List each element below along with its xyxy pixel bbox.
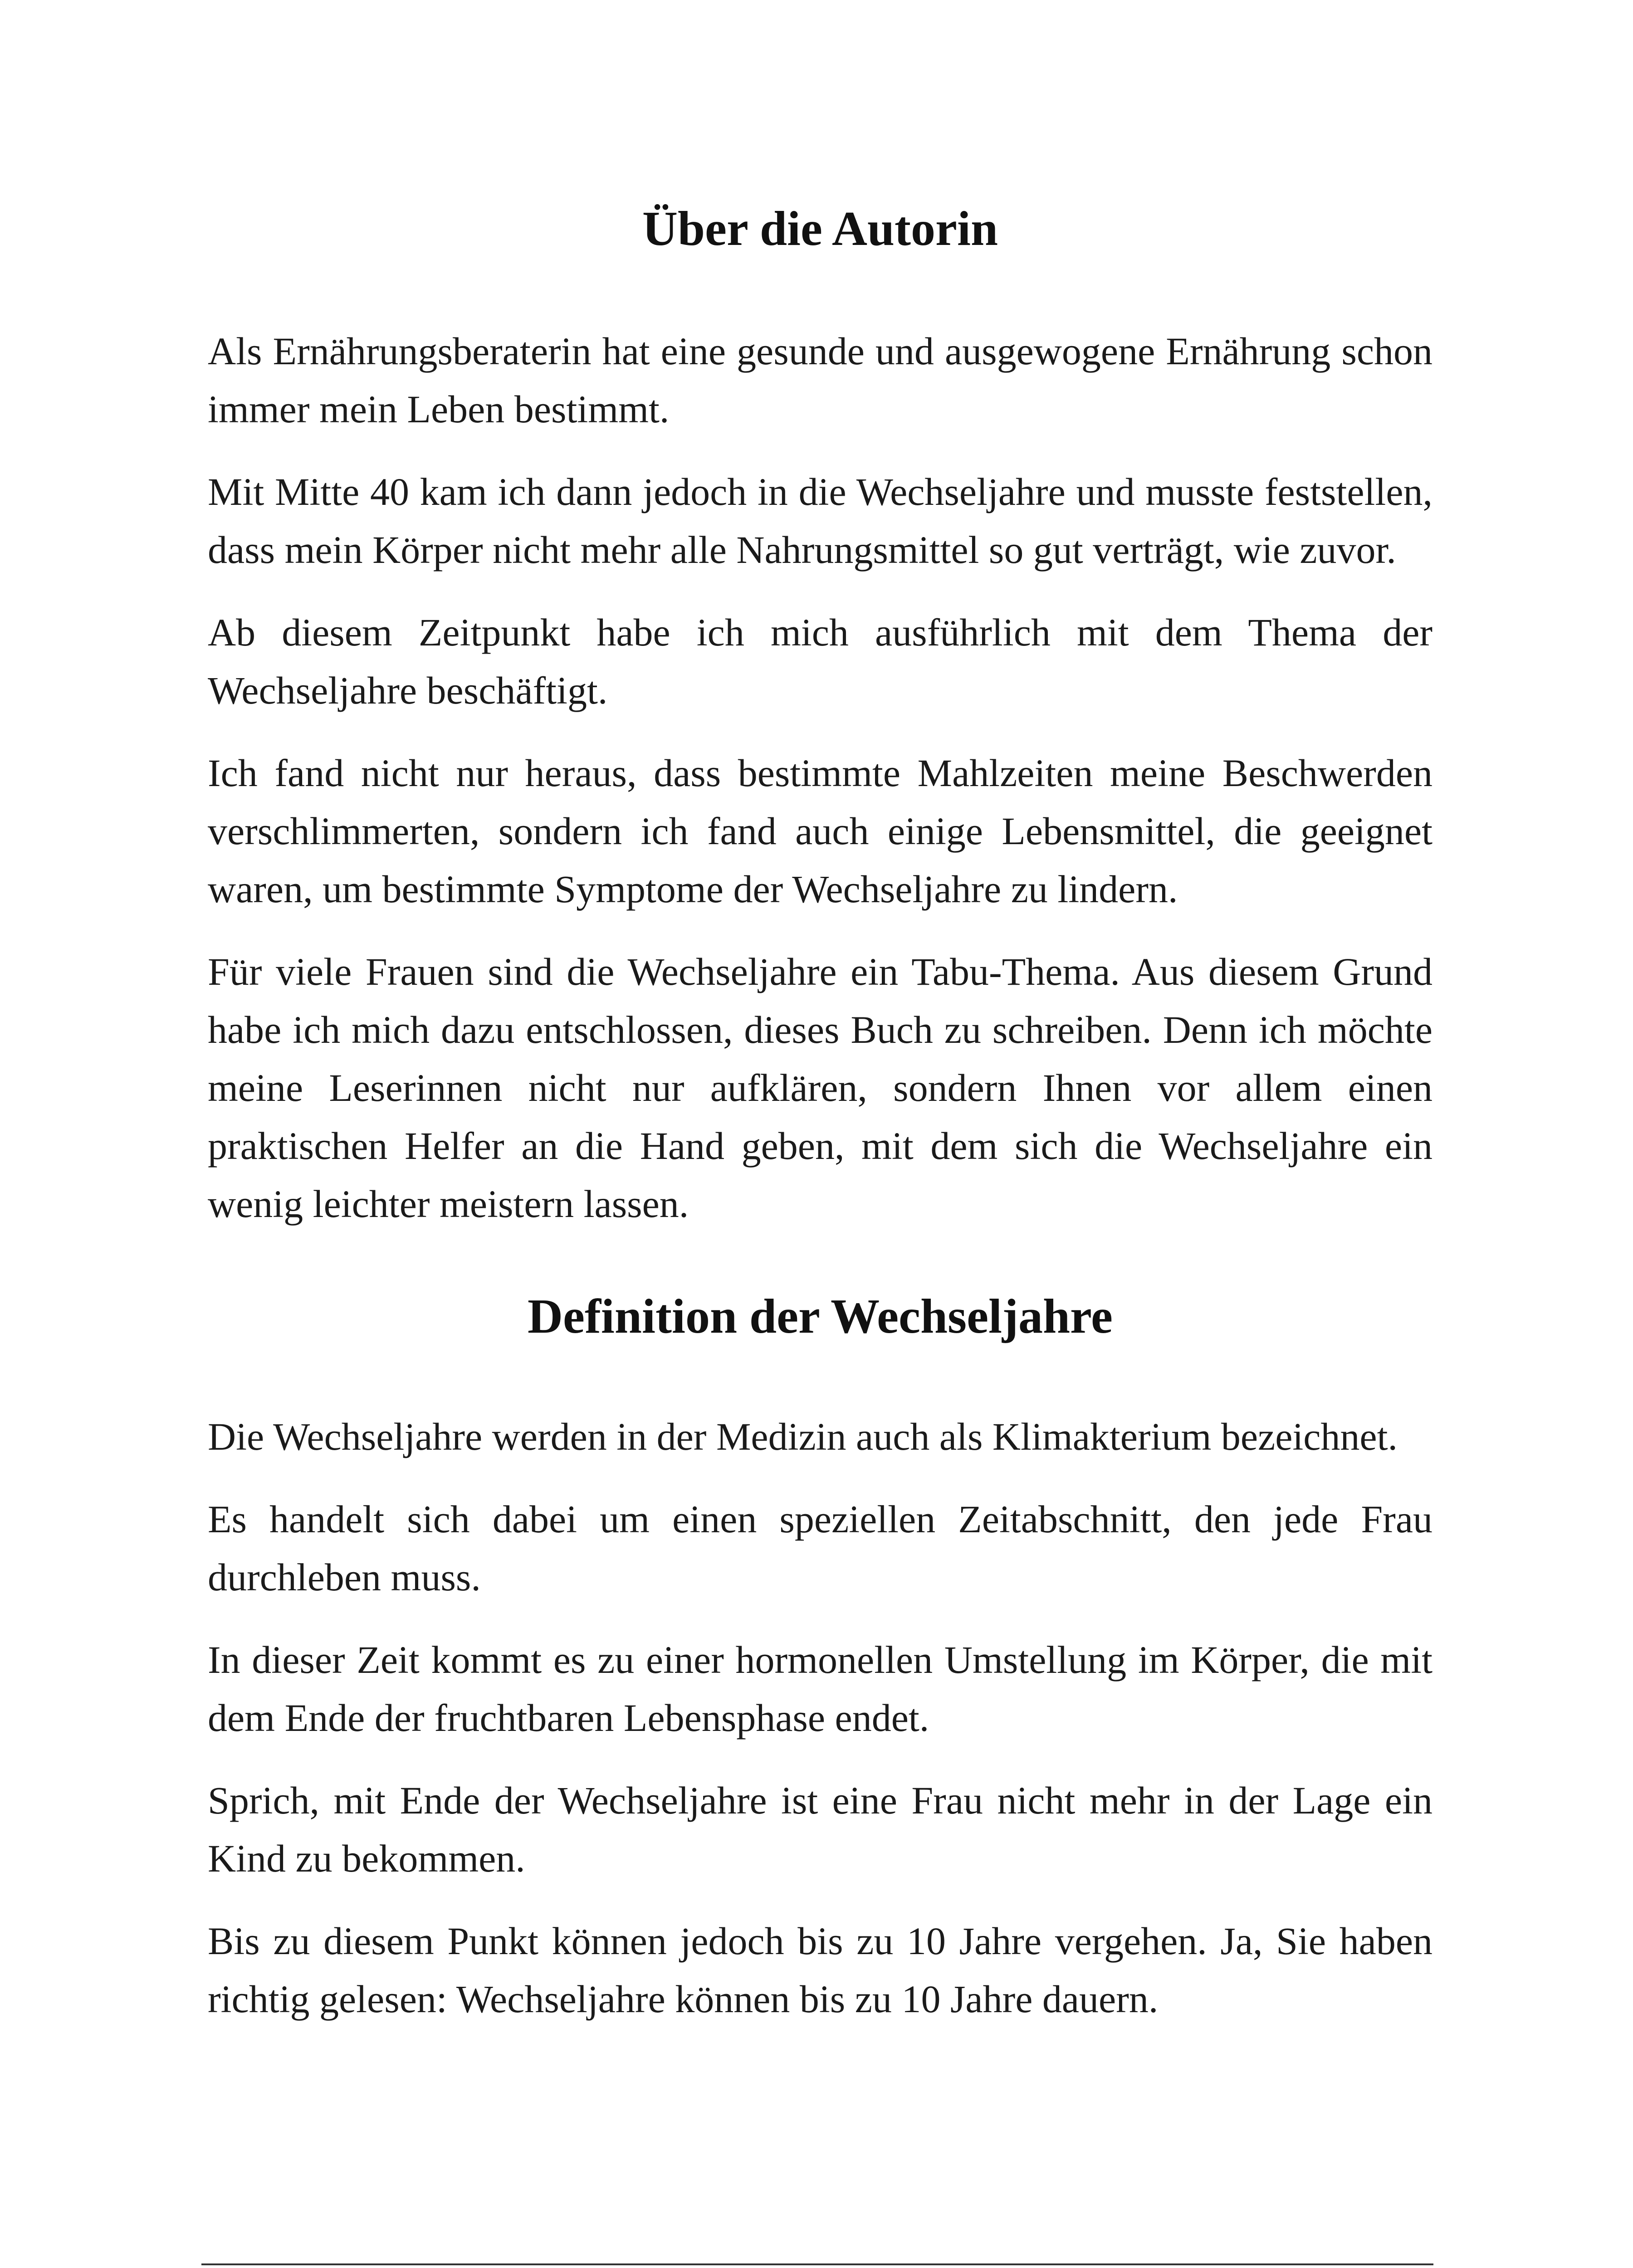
section-heading-definition: Definition der Wechseljahre xyxy=(528,1290,1113,1344)
paragraph: Sprich, mit Ende der Wechseljahre ist eine Frau nicht mehr in der Lage ein Kind zu bekommen. xyxy=(208,1779,1433,1880)
paragraph: Es handelt sich dabei um einen speziellen Zeitabschnitt, den jede Frau durchleben muss. xyxy=(208,1497,1433,1599)
paragraph: In dieser Zeit kommt es zu einer hormonellen Umstellung im Körper, die mit dem Ende der fruchtbaren Lebensphase endet. xyxy=(208,1638,1433,1740)
footer-divider xyxy=(201,2263,1433,2265)
paragraph: Als Ernährungsberaterin hat eine gesunde und ausgewogene Ernährung schon immer mein Leben bestimmt. xyxy=(208,329,1433,431)
paragraph: Ab diesem Zeitpunkt habe ich mich ausführlich mit dem Thema der Wechseljahre beschäftigt. xyxy=(208,611,1433,712)
paragraph: Mit Mitte 40 kam ich dann jedoch in die Wechseljahre und musste feststellen, dass mein Körper nicht mehr alle Nahrungsmittel so gut verträgt, wie zuvor. xyxy=(208,470,1433,572)
section-heading-about-author: Über die Autorin xyxy=(642,202,998,256)
page-content xyxy=(208,200,1433,2053)
paragraph: Ich fand nicht nur heraus, dass bestimmte Mahlzeiten meine Beschwerden verschlimmerten, sondern ich fand auch einige Lebensmittel, die geeignet waren, um bestimmte Symptome der Wechseljahre zu lindern. xyxy=(208,751,1433,911)
paragraph: Für viele Frauen sind die Wechseljahre ein Tabu-Thema. Aus diesem Grund habe ich mich dazu entschlossen, dieses Buch zu schreiben. Denn ich möchte meine Leserinnen nicht nur aufklären, sondern Ihnen vor allem einen praktischen Helfer an die Hand geben, mit dem sich die Wechseljahre ein wenig leichter meistern lassen. xyxy=(208,950,1433,1226)
paragraph: Die Wechseljahre werden in der Medizin auch als Klimakterium bezeichnet. xyxy=(208,1415,1398,1458)
paragraph: Bis zu diesem Punkt können jedoch bis zu 10 Jahre vergehen. Ja, Sie haben richtig gelesen: Wechseljahre können bis zu 10 Jahre dauern. xyxy=(208,1919,1433,2021)
